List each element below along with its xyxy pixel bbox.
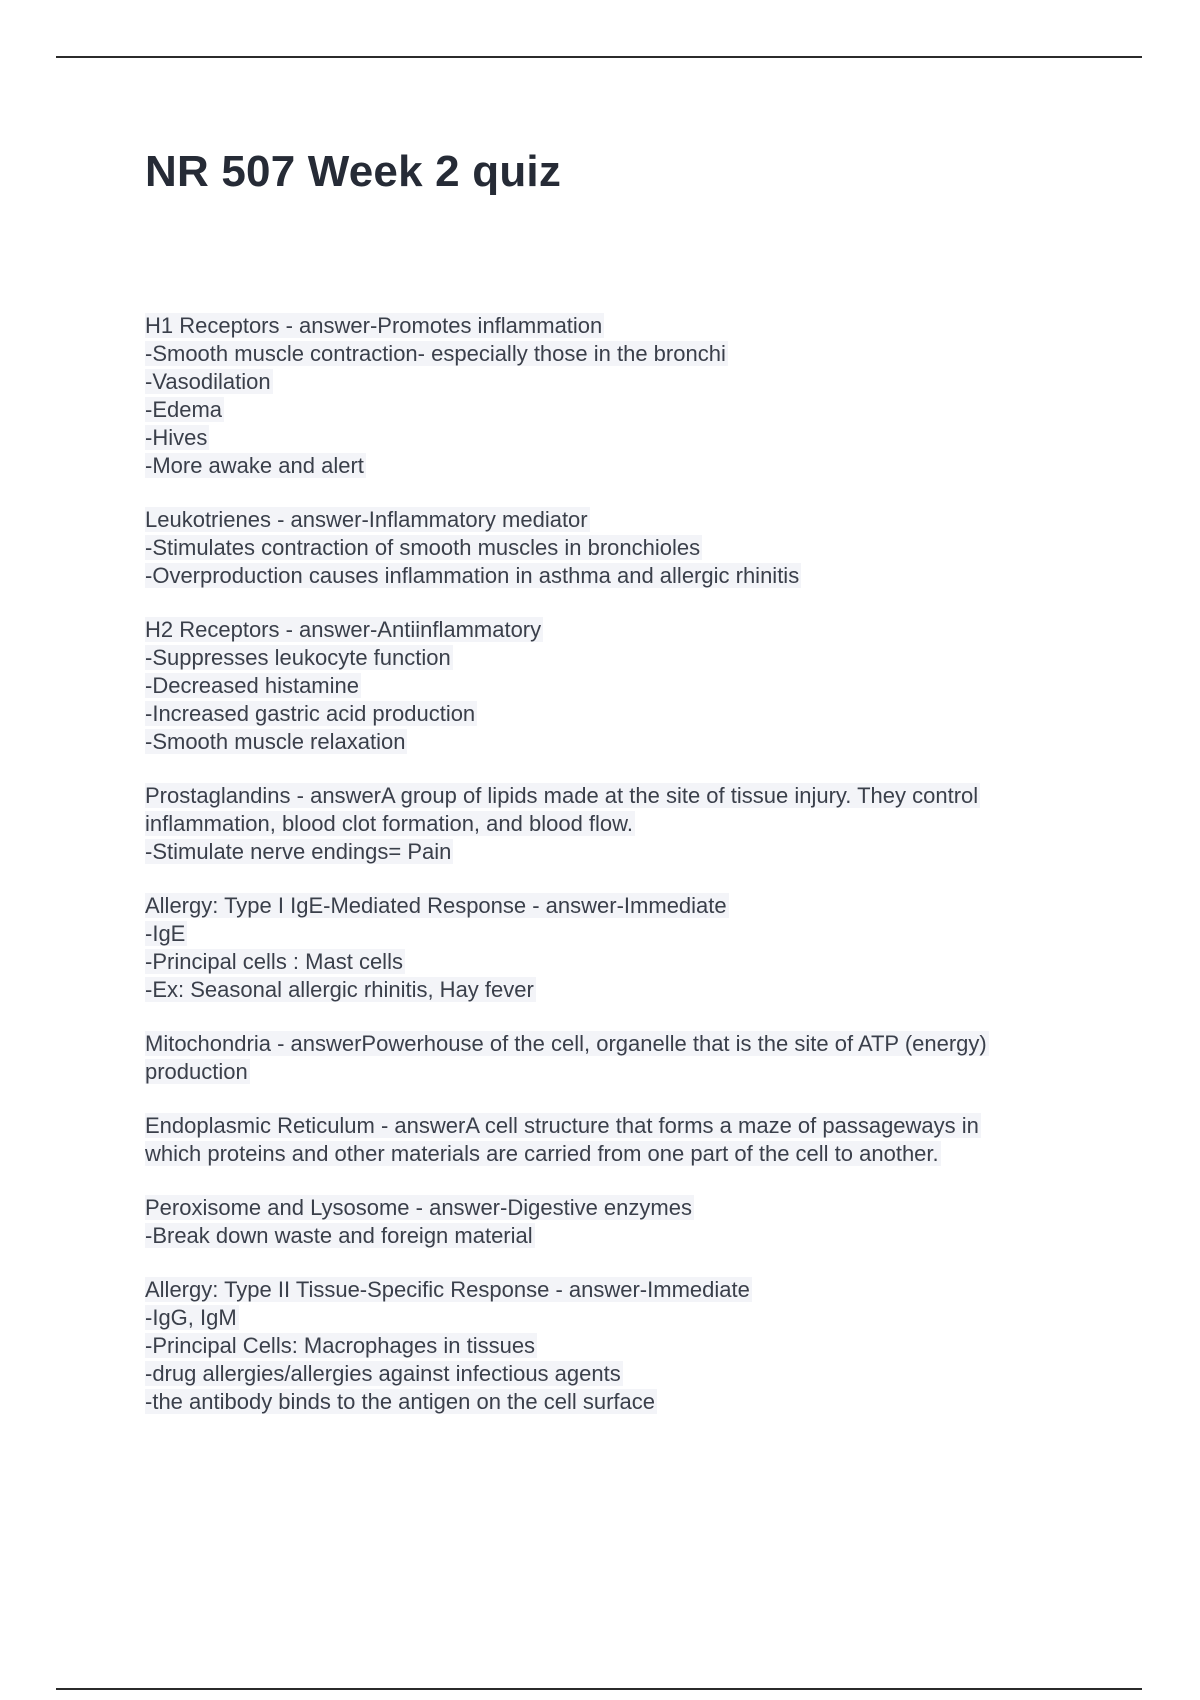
qa-item (145, 1276, 1105, 1416)
qa-line: -Edema (145, 397, 223, 422)
qa-item (145, 1194, 1105, 1250)
qa-line: -Vasodilation (145, 369, 271, 394)
qa-line: production (145, 1059, 248, 1084)
qa-line: -Ex: Seasonal allergic rhinitis, Hay fever (145, 977, 534, 1002)
qa-line: Mitochondria - answerPowerhouse of the cell, organelle that is the site of ATP (energy) (145, 1031, 987, 1056)
qa-line: -Principal Cells: Macrophages in tissues (145, 1333, 536, 1358)
qa-item (145, 892, 1105, 1004)
qa-line: Leukotrienes - answer-Inflammatory mediator (145, 507, 588, 532)
qa-item (145, 312, 1105, 480)
qa-line: inflammation, blood clot formation, and blood flow. (145, 811, 633, 836)
qa-line: -Suppresses leukocyte function (145, 645, 451, 670)
qa-line: -Principal cells : Mast cells (145, 949, 403, 974)
bottom-rule (56, 1688, 1142, 1690)
qa-item (145, 506, 1105, 590)
qa-line: -More awake and alert (145, 453, 364, 478)
top-rule (56, 56, 1142, 58)
qa-line: -Break down waste and foreign material (145, 1223, 533, 1248)
qa-line: which proteins and other materials are carried from one part of the cell to another. (145, 1141, 939, 1166)
qa-line: -IgG, IgM (145, 1305, 237, 1330)
qa-line: -IgE (145, 921, 186, 946)
page-title: NR 507 Week 2 quiz (145, 147, 562, 196)
qa-line: -Smooth muscle relaxation (145, 729, 406, 754)
qa-line: Allergy: Type II Tissue-Specific Response - answer-Immediate (145, 1277, 750, 1302)
qa-line: -Overproduction causes inflammation in asthma and allergic rhinitis (145, 563, 800, 588)
qa-line: -Stimulate nerve endings= Pain (145, 839, 452, 864)
qa-line: -Decreased histamine (145, 673, 359, 698)
qa-line: Endoplasmic Reticulum - answerA cell structure that forms a maze of passageways in (145, 1113, 979, 1138)
qa-line: Prostaglandins - answerA group of lipids made at the site of tissue injury. They control (145, 783, 979, 808)
qa-line: H1 Receptors - answer-Promotes inflammation (145, 313, 603, 338)
qa-item (145, 1112, 1105, 1168)
qa-item (145, 616, 1105, 756)
qa-item (145, 1030, 1105, 1086)
qa-line: -Hives (145, 425, 208, 450)
qa-line: -the antibody binds to the antigen on the cell surface (145, 1389, 656, 1414)
qa-line: -Smooth muscle contraction- especially those in the bronchi (145, 341, 726, 366)
qa-item (145, 782, 1105, 866)
qa-line: -Stimulates contraction of smooth muscles in bronchioles (145, 535, 701, 560)
qa-line: H2 Receptors - answer-Antiinflammatory (145, 617, 542, 642)
qa-line: -Increased gastric acid production (145, 701, 476, 726)
qa-list (145, 312, 1105, 1442)
qa-line: Allergy: Type I IgE-Mediated Response - answer-Immediate (145, 893, 727, 918)
qa-line: Peroxisome and Lysosome - answer-Digestive enzymes (145, 1195, 692, 1220)
qa-line: -drug allergies/allergies against infectious agents (145, 1361, 621, 1386)
